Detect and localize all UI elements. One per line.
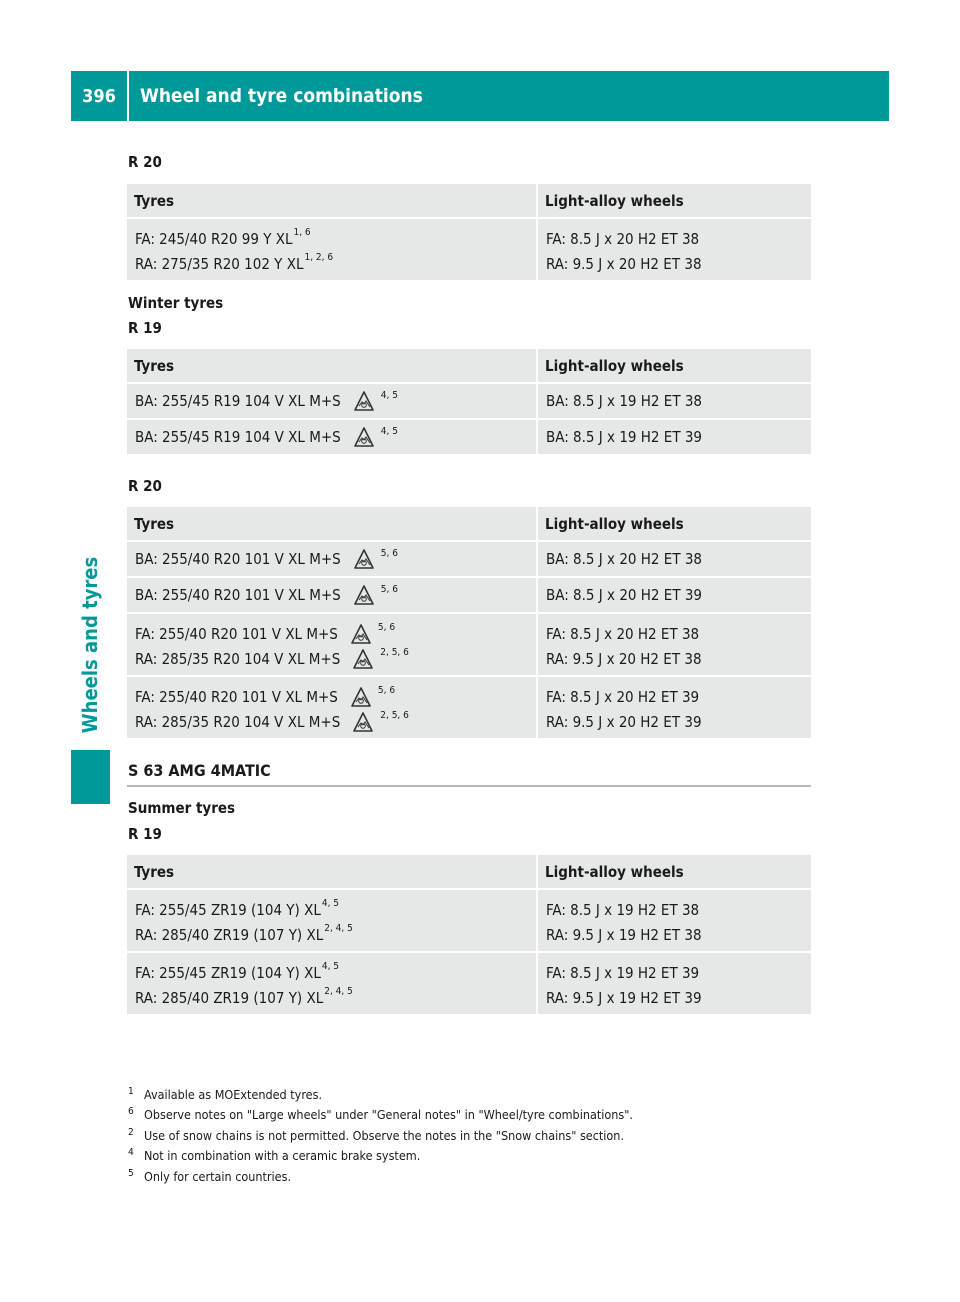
table-header-row [127, 507, 811, 540]
snowflake-mountain-icon [353, 584, 375, 606]
col-tyres: Tyres [127, 349, 536, 382]
footnote-ref: 5, 6 [380, 547, 398, 559]
footnote-ref: 1, 2, 6 [304, 252, 334, 263]
tyre-cell [127, 953, 536, 1014]
col-tyres: Tyres [127, 184, 536, 217]
table-r20-winter [127, 507, 811, 740]
section-s63-amg: S 63 AMG 4MATIC [128, 761, 271, 780]
footnotes [128, 1084, 828, 1187]
table-row [127, 542, 811, 576]
tyre-front: FA: 255/40 R20 101 V XL M+S [135, 624, 338, 643]
tyre-cell [127, 578, 536, 612]
table-r19-summer [127, 855, 811, 1016]
snowflake-mountain-icon [352, 711, 374, 733]
footnote-ref: 5, 6 [377, 685, 396, 696]
tyre-cell [127, 420, 536, 454]
tyre-cell [127, 384, 536, 418]
tyre-spec: BA: 255/45 R19 104 V XL M+S [135, 428, 341, 446]
section-winter-tyres: Winter tyres [128, 294, 224, 312]
wheel-front: FA: 8.5 J x 20 H2 ET 38 [546, 229, 700, 248]
snowflake-mountain-icon [352, 648, 374, 670]
footnote-mark: 5 [128, 1167, 134, 1179]
snowflake-mountain-icon [350, 623, 372, 645]
footnote-item [128, 1084, 828, 1105]
footnote-item [128, 1105, 828, 1126]
table-row [127, 890, 811, 951]
footnote-text: Only for certain countries. [144, 1168, 292, 1184]
wheel-rear: RA: 9.5 J x 20 H2 ET 39 [546, 712, 702, 731]
tyre-spec: BA: 255/45 R19 104 V XL M+S [135, 392, 341, 410]
tyre-spec: BA: 255/40 R20 101 V XL M+S [135, 550, 341, 568]
footnote-ref: 1, 6 [293, 227, 311, 238]
tyre-spec: BA: 255/40 R20 101 V XL M+S [135, 586, 341, 604]
section-summer-tyres: Summer tyres [128, 799, 236, 817]
wheel-front: FA: 8.5 J x 20 H2 ET 38 [546, 624, 700, 643]
table-r19-winter [127, 349, 811, 456]
tyre-front: FA: 255/40 R20 101 V XL M+S [135, 687, 338, 706]
footnote-ref: 4, 5 [321, 961, 340, 972]
tyre-rear: RA: 275/35 R20 102 Y XL [135, 254, 304, 273]
table-header-row [127, 855, 811, 888]
wheel-cell: BA: 8.5 J x 19 H2 ET 39 [538, 420, 811, 454]
footnote-ref: 4, 5 [321, 898, 340, 909]
footnote-ref: 4, 5 [380, 389, 398, 401]
footnote-text: Available as MOExtended tyres. [144, 1086, 323, 1102]
snowflake-mountain-icon [353, 426, 375, 448]
wheel-cell [538, 614, 811, 675]
table-row [127, 614, 811, 675]
chapter-marker [71, 750, 110, 804]
chapter-label: Wheels and tyres [78, 556, 103, 734]
tyre-rear: RA: 285/35 R20 104 V XL M+S [135, 649, 341, 668]
section-r19-winter: R 19 [128, 319, 162, 337]
snowflake-mountain-icon [353, 390, 375, 412]
col-wheels: Light-alloy wheels [538, 184, 811, 217]
col-wheels: Light-alloy wheels [538, 855, 811, 888]
wheel-cell: BA: 8.5 J x 20 H2 ET 38 [538, 542, 811, 576]
wheel-cell [538, 890, 811, 951]
chapter-label-wrap [71, 540, 110, 750]
footnote-ref: 2, 5, 6 [380, 647, 409, 658]
wheel-cell: BA: 8.5 J x 19 H2 ET 38 [538, 384, 811, 418]
footnote-item [128, 1125, 828, 1146]
table-header-row [127, 184, 811, 217]
footnote-text: Observe notes on "Large wheels" under "General notes" in "Wheel/tyre combinations". [144, 1107, 633, 1123]
tyre-rear: RA: 285/35 R20 104 V XL M+S [135, 712, 341, 731]
tyre-cell [127, 614, 536, 675]
section-r20-winter: R 20 [128, 477, 162, 495]
table-row [127, 953, 811, 1014]
snowflake-mountain-icon [353, 548, 375, 570]
table-row [127, 578, 811, 612]
tyre-rear: RA: 285/40 ZR19 (107 Y) XL [135, 988, 324, 1007]
wheel-rear: RA: 9.5 J x 19 H2 ET 38 [546, 925, 702, 944]
tyre-cell [127, 890, 536, 951]
wheel-cell: BA: 8.5 J x 20 H2 ET 39 [538, 578, 811, 612]
table-row [127, 384, 811, 418]
tyre-rear: RA: 285/40 ZR19 (107 Y) XL [135, 925, 324, 944]
section-r20-top: R 20 [128, 153, 162, 171]
section-r19-summer: R 19 [128, 825, 162, 843]
table-row [127, 420, 811, 454]
footnote-ref: 5, 6 [377, 622, 396, 633]
footnote-ref: 2, 4, 5 [324, 986, 353, 997]
footnote-ref: 2, 4, 5 [324, 923, 353, 934]
page-title: Wheel and tyre combinations [140, 85, 423, 107]
table-header-row [127, 349, 811, 382]
tyre-cell [127, 219, 536, 280]
page-number: 396 [82, 85, 116, 107]
col-wheels: Light-alloy wheels [538, 349, 811, 382]
wheel-rear: RA: 9.5 J x 19 H2 ET 39 [546, 988, 702, 1007]
wheel-front: FA: 8.5 J x 19 H2 ET 39 [546, 963, 700, 982]
tyre-front: FA: 255/45 ZR19 (104 Y) XL [135, 900, 321, 919]
table-row [127, 677, 811, 738]
footnote-ref: 2, 5, 6 [380, 710, 409, 721]
wheel-front: FA: 8.5 J x 20 H2 ET 39 [546, 687, 700, 706]
footnote-mark: 1 [128, 1085, 134, 1097]
footnote-ref: 4, 5 [380, 425, 398, 437]
tyre-front: FA: 255/45 ZR19 (104 Y) XL [135, 963, 321, 982]
snowflake-mountain-icon [350, 686, 372, 708]
footnote-ref: 5, 6 [380, 583, 398, 595]
chapter-side-tab [71, 540, 110, 804]
footnote-text: Use of snow chains is not permitted. Observe the notes in the "Snow chains" section. [144, 1127, 625, 1143]
tyre-cell [127, 677, 536, 738]
footnote-text: Not in combination with a ceramic brake system. [144, 1148, 421, 1164]
wheel-front: FA: 8.5 J x 19 H2 ET 38 [546, 900, 700, 919]
footnote-mark: 2 [128, 1126, 134, 1138]
col-tyres: Tyres [127, 507, 536, 540]
footnote-mark: 4 [128, 1147, 134, 1159]
table-r20-top [127, 184, 811, 282]
tyre-cell [127, 542, 536, 576]
footnote-mark: 6 [128, 1106, 134, 1118]
col-wheels: Light-alloy wheels [538, 507, 811, 540]
wheel-cell [538, 677, 811, 738]
footnote-item [128, 1146, 828, 1167]
wheel-cell [538, 219, 811, 280]
footnote-item [128, 1166, 828, 1187]
section-divider [127, 785, 811, 787]
col-tyres: Tyres [127, 855, 536, 888]
page-header [71, 71, 889, 121]
tyre-front: FA: 245/40 R20 99 Y XL [135, 229, 293, 248]
wheel-rear: RA: 9.5 J x 20 H2 ET 38 [546, 649, 702, 668]
wheel-rear: RA: 9.5 J x 20 H2 ET 38 [546, 254, 702, 273]
table-row [127, 219, 811, 280]
wheel-cell [538, 953, 811, 1014]
